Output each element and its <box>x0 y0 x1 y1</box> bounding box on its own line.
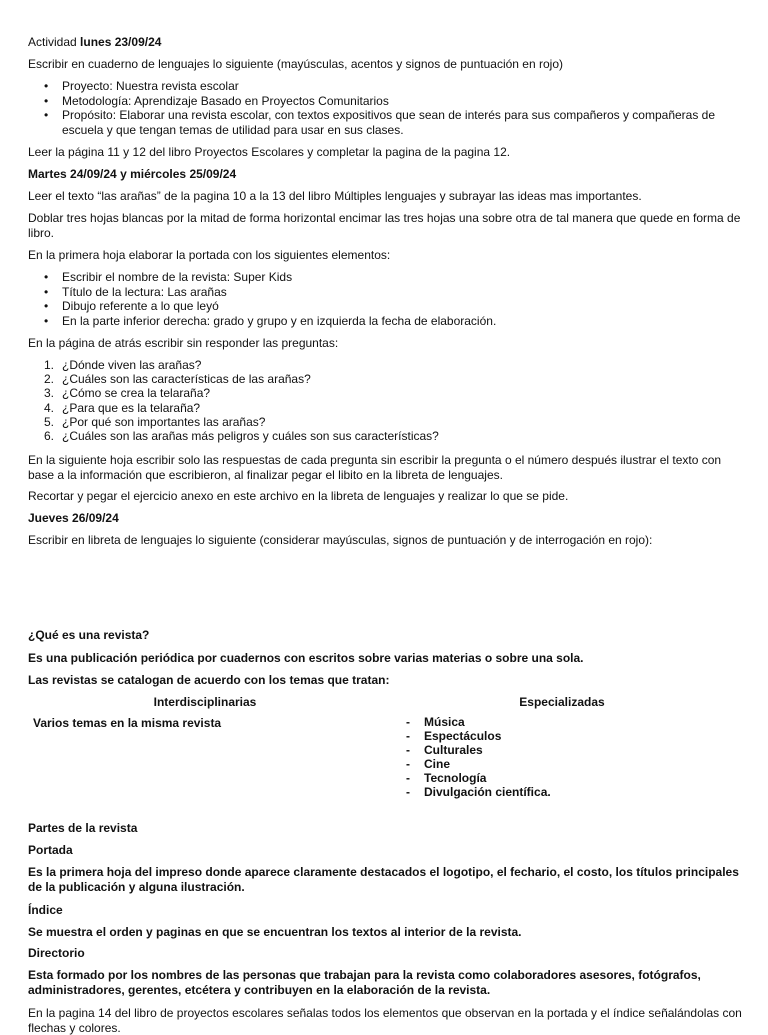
list-item: - Culturales <box>404 744 744 758</box>
list-item: • Propósito: Elaborar una revista escolar, con textos expositivos que sean de interés para sus compañeros y compañeras de escuela y que tengan temas de utilidad para usar en sus clases. <box>28 108 744 137</box>
list-item: - Música <box>404 716 744 730</box>
heading-directorio: Directorio <box>28 946 85 960</box>
paragraph-directorio: Esta formado por los nombres de las personas que trabajan para la revista como colaboradores asesores, fotógrafos, administradores, gerentes, etcétera y contribuyen en la elaboración de la revista. <box>28 968 701 997</box>
paragraph-escribir-cuaderno: Escribir en cuaderno de lenguajes lo siguiente (mayúsculas, acentos y signos de puntuación en rojo) <box>28 57 563 71</box>
heading-indice: Índice <box>28 903 63 917</box>
list-item: - Tecnología <box>404 772 744 786</box>
list-item: • En la parte inferior derecha: grado y grupo y en izquierda la fecha de elaboración. <box>28 314 744 329</box>
paragraph-leer-pagina: Leer la página 11 y 12 del libro Proyectos Escolares y completar la pagina de la pagina 12. <box>28 145 511 159</box>
heading-portada: Portada <box>28 843 73 857</box>
list-item: • Metodología: Aprendizaje Basado en Proyectos Comunitarios <box>28 94 744 109</box>
question-item: 4. ¿Para que es la telaraña? <box>44 400 201 415</box>
heading-partes-revista: Partes de la revista <box>28 821 138 835</box>
paragraph-escribir-libreta: Escribir en libreta de lenguajes lo siguiente (considerar mayúsculas, signos de puntuación y de interrogación en rojo): <box>28 533 653 547</box>
questions-list <box>28 358 744 443</box>
cover-elements-list <box>28 270 744 328</box>
list-item: • Título de la lectura: Las arañas <box>28 285 744 300</box>
paragraph-final: En la pagina 14 del libro de proyectos escolares señalas todos los elementos que observan en la portada y el índice señalándolas con flechas y colores. <box>28 1006 742 1035</box>
question-item: 3. ¿Cómo se crea la telaraña? <box>44 386 211 401</box>
list-item: - Divulgación científica. <box>404 786 744 800</box>
list-item: • Dibujo referente a lo que leyó <box>28 299 744 314</box>
heading-martes: Martes 24/09/24 y miércoles 25/09/24 <box>28 167 237 181</box>
specialized-topics-list <box>404 716 744 799</box>
heading-jueves: Jueves 26/09/24 <box>28 511 119 525</box>
column-header-interdisciplinarias: Interdisciplinarias <box>153 695 257 709</box>
paragraph-catalogan: Las revistas se catalogan de acuerdo con los temas que tratan: <box>28 673 390 687</box>
activity-date: lunes 23/09/24 <box>80 35 162 49</box>
column-header-especializadas: Especializadas <box>519 695 605 709</box>
list-item: • Escribir el nombre de la revista: Super Kids <box>28 270 744 285</box>
activity-label: Actividad <box>28 35 81 49</box>
cell-varios-temas: Varios temas en la misma revista <box>33 716 222 730</box>
paragraph-recortar: Recortar y pegar el ejercicio anexo en este archivo en la libreta de lenguajes y realizar lo que se pide. <box>28 489 569 503</box>
paragraph-indice: Se muestra el orden y paginas en que se encuentran los textos al interior de la revista. <box>28 925 522 939</box>
paragraph-portada: Es la primera hoja del impreso donde aparece claramente destacados el logotipo, el fechario, el costo, los títulos principales de la publicación y alguna ilustración. <box>28 865 739 894</box>
paragraph-doblar: Doblar tres hojas blancas por la mitad de forma horizontal encimar las tres hojas una sobre otra de tal manera que quede en forma de libro. <box>28 211 741 240</box>
paragraph-siguiente-hoja: En la siguiente hoja escribir solo las respuestas de cada pregunta sin escribir la pregunta o el número después ilustrar el texto con base a la información que escribieron, al finalizar pegar el libito en la libreta de lenguajes. <box>28 453 722 482</box>
question-item: 5. ¿Por qué son importantes las arañas? <box>44 414 266 429</box>
question-que-es-revista: ¿Qué es una revista? <box>28 628 150 642</box>
list-item: - Cine <box>404 758 744 772</box>
list-item: - Espectáculos <box>404 730 744 744</box>
project-list <box>28 79 744 137</box>
answer-que-es-revista: Es una publicación periódica por cuadernos con escritos sobre varias materias o sobre una sola. <box>28 651 584 665</box>
question-item: 2. ¿Cuáles son las características de las arañas? <box>44 372 311 387</box>
question-item: 1. ¿Dónde viven las arañas? <box>44 358 202 372</box>
activity-heading <box>28 35 744 50</box>
paragraph-leer-aranas: Leer el texto “las arañas” de la pagina 10 a la 13 del libro Múltiples lenguajes y subrayar las ideas mas importantes. <box>28 189 642 203</box>
list-item: • Proyecto: Nuestra revista escolar <box>28 79 744 94</box>
question-item: 6. ¿Cuáles son las arañas más peligros y cuáles son sus características? <box>44 429 439 444</box>
paragraph-pagina-atras: En la página de atrás escribir sin responder las preguntas: <box>28 336 339 350</box>
paragraph-primera-hoja: En la primera hoja elaborar la portada con los siguientes elementos: <box>28 248 391 262</box>
